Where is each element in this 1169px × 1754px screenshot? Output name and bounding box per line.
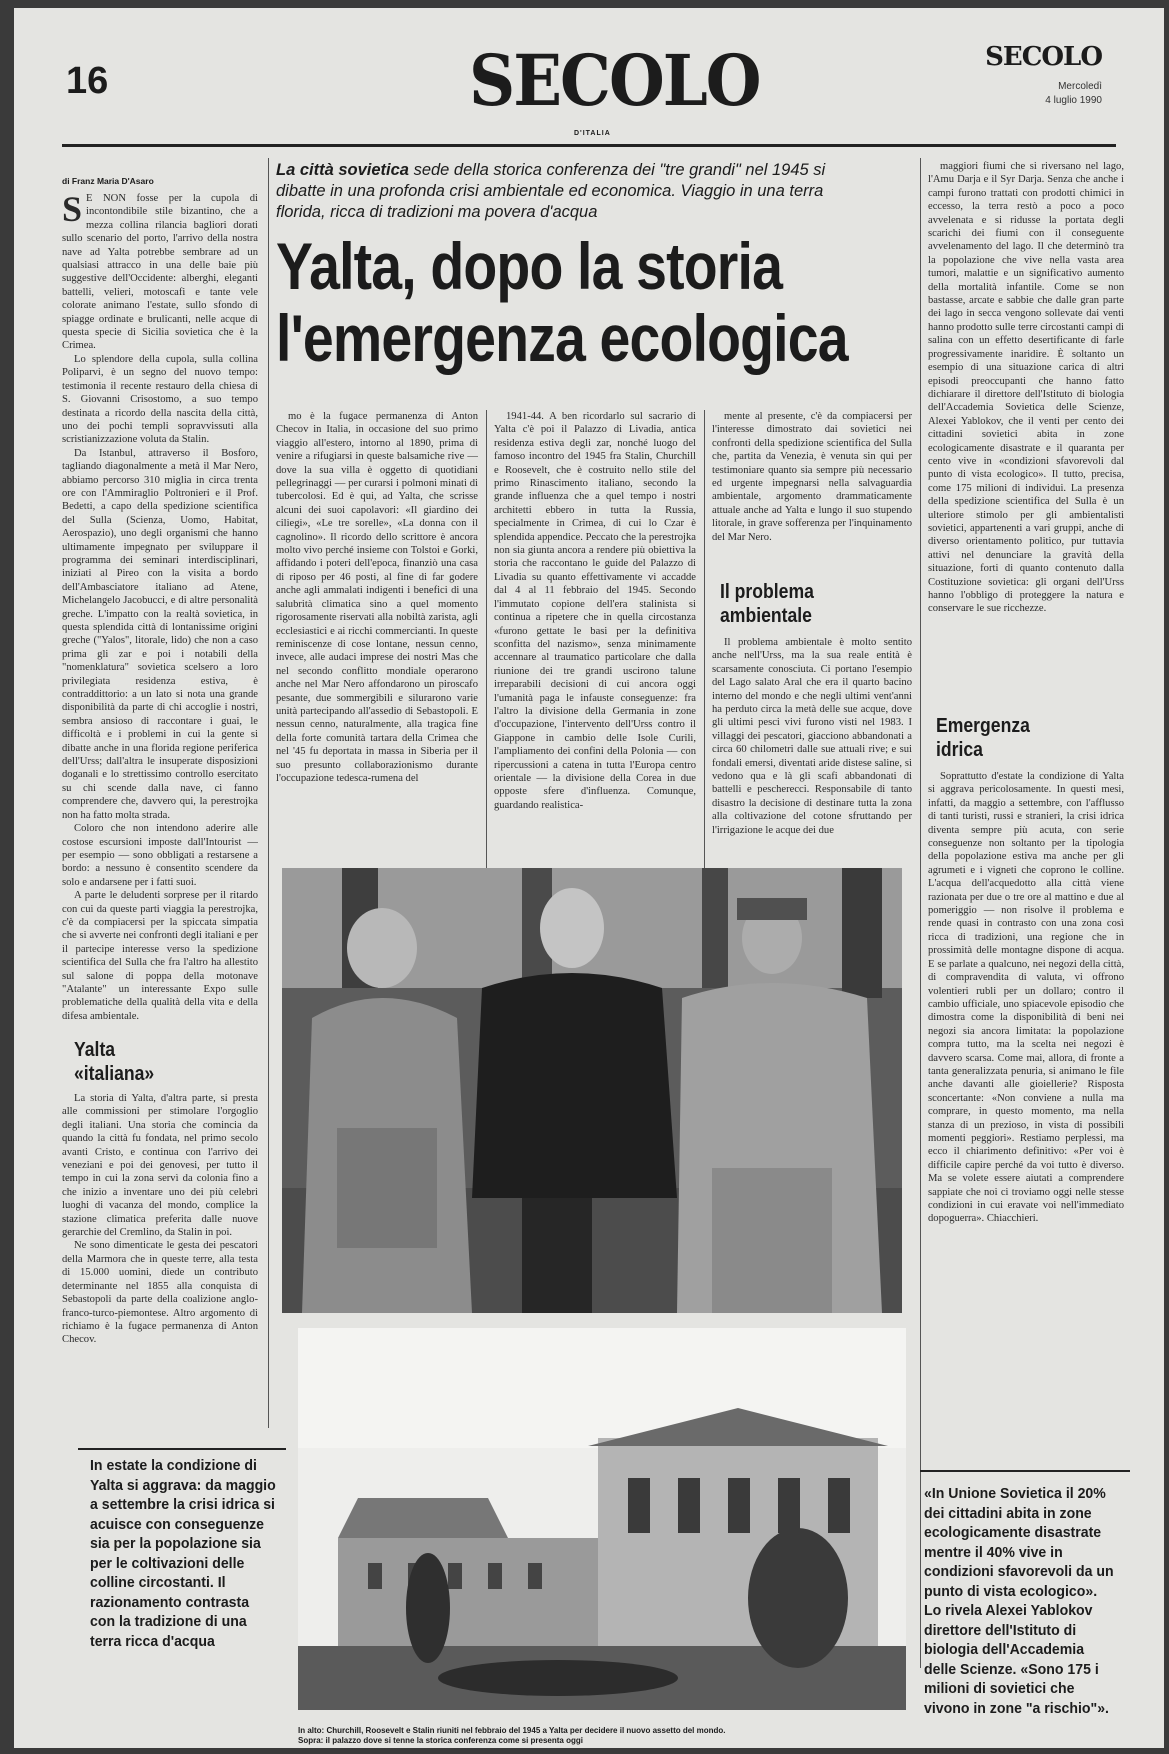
column-5-bottom <box>928 770 1124 1460</box>
subhead-line: idrica <box>936 739 983 761</box>
col1-paragraph: La storia di Yalta, d'altra parte, si presta alle commissioni per stimolare l'orgoglio degli italiani. Una storia che comincia da quando la città fu fondata, nel primo secolo avanti Cristo, e continua con l'arrivo dei veneziani e poi dei genovesi, per tutto il tempo in cui la zona servì da colonia fino a che inizio a inventare uno dei più celebri luoghi di vacanza del mondo, complice la stazione climatica preferita dalle nuove gerarchie del Cremlino, da Stalin in poi. <box>62 1093 258 1239</box>
pull-quote-rule <box>920 1470 1130 1472</box>
subhead-emergenza <box>936 714 1030 762</box>
newspaper-page <box>14 8 1164 1748</box>
col1-intro: E NON fosse per la cupola di incontondibile stile bizantino, che a mezza collina rilancia bagliori dorati sullo scenario del porto, l'arrivo della nostra nave ad Yalta potrebbe sembrare ad un qualsiasi attracco in una delle baie più suggestive dell'Occidente: alberghi, eleganti battelli, velieri, motoscafi e tante vele colorate animano l'estate, sullo sfondo di spiagge ordinate e brulicanti, nelle acque di questa specie di Sicilia sovietica che è la Crimea. <box>62 193 258 352</box>
column-1 <box>62 192 258 1030</box>
col1-paragraph: Lo splendore della cupola, sulla collina Poliparvi, è un segno del nuovo tempo: testimonia il recente restauro della chiesa di S. Giovanni Crisostomo, a suo tempo destinata a ricordo della nascita della città, uno dei pochi templi sopravvissuti alla scristianizzazione voluta da Stalin. <box>62 353 258 446</box>
photo-yalta-conference <box>282 868 902 1313</box>
subhead-line: Il problema <box>720 581 814 603</box>
column-4-bottom <box>712 636 912 868</box>
caption-line: Sopra: il palazzo dove si tenne la storica conferenza come si presenta oggi <box>298 1736 583 1745</box>
col1-paragraph: Da Istanbul, attraverso il Bosforo, tagliando diagonalmente a metà il Mar Nero, abbiamo percorso 310 miglia in circa trenta ore con l'Ammiraglio Poltronieri e il Prof. Bedetti, a capo della spedizione scientifica del Sulla (Scienza, Uomo, Habitat, Aerospazio), uno degli organismi che hanno ultimamente impegnato per sviluppare il programma dei seminari interdisciplinari, iniziati al Pireo con la visita a bordo dell'Ambasciatore italiano ad Atene, Michelangelo Jacobucci, e di altre personalità greche. L'impatto con la realtà sovietica, in questa splendida città di lontanissime origini greche ("Yalos", litorale, lido) che non a caso prima gli zar e poi i notabili della "nomenklatura" sovietica scelsero a loro privilegiata residenza estiva, è contraddittorio: a un lato si nota una grande disponibilità da parte di chi accoglie i nostri, sembra ansioso di raccontare i guai, le difficoltà e i problemi in cui la gente si dibatte anche in una florida regione periferica dell'Urss; dall'altra le insuperate disposizioni doganali e lo strettissimo controllo esercitato su chi scende dalla nave, ci fanno comprendere che, davvero qui, la perestrojka non ha fatto molta strada. <box>62 447 258 821</box>
pull-quote-right: «In Unione Sovietica il 20% dei cittadini abita in zone ecologicamente disastrate mentre il 40% vive in condizioni sfavorevoli da un punto di vista ecologico». Lo rivela Alexei Yablokov direttore dell'Istituto di biologia dell'Accademia delle Scienze. «Sono 175 i milioni di sovietici che vivono in zone "a rischio"». <box>924 1485 1114 1717</box>
photo-caption <box>298 1726 906 1746</box>
col5-text: Soprattutto d'estate la condizione di Yalta si aggrava pericolosamente. In questi mesi, infatti, da maggio a settembre, con l'afflusso di tanti turisti, russi e stranieri, la crisi idrica diventa sempre più acuta, con serie conseguenze non soltanto per la tipologia della popolazione estiva ma anche per gli agrumeti e i vigneti che coprono le colline. L'acqua dell'acquedotto alla città viene razionata per due o tre ore al mattino e due al pomeriggio — non risolve il problema e rende quasi in contrasto con una zona così ricca di tradizioni, una regione che in prossimità delle montagne dispone di acqua. E se parlate a qualcuno, nei negozi della città, di compravendita di valuta, vi offrono volentieri rubli per un dollaro; contro il cambio ufficiale, uno spiacevole episodio che dimostra come la disponibilità di beni nei negozi sia ancora limitata: la popolazione compra tutto, ma la scelta nei negozi è davvero scarsa. Come mai, allora, di fronte a tanta generalizzata penuria, si animano le file anche davanti alle gioiellerie? Risposta sconcertante: «Non conviene a nulla ma comprare, in questo momento, ma nella stanza di un prezioso, in vista di possibili momenti peggiori». Restiamo perplessi, ma ecco il chiarimento definitivo: «Per voi è difficile capire perché da voi tutto è diverso. Ma se volete essere aiutati a comprendere sappiate che noi ci troviamo oggi nelle stesse condizioni in cui eravate voi nell'immediato dopoguerra». Chiacchieri. <box>928 771 1124 1225</box>
subhead-yalta <box>74 1038 154 1086</box>
kicker-bold: La città sovietica <box>276 161 409 179</box>
kicker-text: sede della storica conferenza dei "tre grandi" nel 1945 si dibatte in una profonda crisi ambientale ed economica. Viaggio in una terra florida, ricca di tradizioni ma povera d'acqua <box>276 161 826 221</box>
dropcap: S <box>62 192 83 229</box>
byline: di Franz Maria D'Asaro <box>62 176 154 186</box>
column-divider <box>920 158 921 1668</box>
subhead-line: ambientale <box>720 605 812 627</box>
date-weekday: Mercoledì <box>1058 81 1102 92</box>
column-divider <box>268 158 269 1428</box>
column-2 <box>276 410 478 868</box>
headline-line: l'emergenza ecologica <box>276 301 848 375</box>
header-rule <box>62 144 1116 147</box>
col5-text: maggiori fiumi che si riversano nel lago, l'Amu Darja e il Syr Darja. Senza che anche i campi furono trattati con prodotti chimici in eccesso, la terra restò a poco a poco avvelenata e si ridusse la portata degli scarichi dei fiumi con il conseguente avvelenamento del lago. Il che determinò tra la popolazione che vive nella vasta area tumori, malattie e un significativo aumento della mortalità infantile. Come se non bastasse, arcate e sabbie che dalle gran parte dei lago in secca vengono sollevate dai venti hanno prodotto sulle terre circostanti campi di salina con un effetto desertificante di farle progressivamente inaridire. È soltanto un esempio di una situazione carica di altri episodi preoccupanti che hanno fatto dichiarare il direttore dell'Istituto di biologia dell'Accademia Sovietica delle Scienze, Alexei Yablokov, che il venti per cento dei cittadini sovietici abita in zone ecologicamente disastrate e il quaranta per cento vive in «condizioni sfavorevoli dal punto di vista ecologico». Il tutto, precisa, come 175 milioni di individui. La presenza della spedizione scientifica del Sulla è un ulteriore stimolo per gli ambientalisti sovietici, appartenenti a vari gruppi, anche di diverso orientamento politico, pur tuttavia attivi nel denunciare la gravità della situazione, forti di quanto contenuto dalla Costituzione sovietica: gli organi dell'Urss hanno l'obbligo di proteggere la natura e conservare le sue ricchezze. <box>928 161 1124 615</box>
col4-text: Il problema ambientale è molto sentito anche nell'Urss, ma la sua reale entità è scarsamente conosciuta. Ci portano l'esempio del Lago salato Aral che era il quarto bacino interno del mondo e che negli ultimi vent'anni ha perduto circa la metà delle sue acque, dove gli ultimi pesci vivi furono visti nel 1983. I villaggi dei pescatori, giacciono abbandonati a circa 60 chilometri dalle sue attuali rive; e sui fondali emersi, diventati aride distese saline, si vedono qua e là gli scafi abbandonati di battelli e pescherecci. Responsabile di tanto disastro la decisione di destinare tutta la zona alla coltivazione del cotone sfruttando per l'irrigazione le acque dei due <box>712 637 912 836</box>
palace-image <box>298 1328 906 1710</box>
date-line <box>1045 80 1102 107</box>
column-4-top <box>712 410 912 576</box>
photo-livadia-palace <box>298 1328 906 1710</box>
subhead-problema <box>720 580 814 628</box>
col1-paragraph: A parte le deludenti sorprese per il ritardo con cui da queste parti viaggia la perestrojka, c'è da compiacersi per la spiccata simpatia che si avverte nei confronti degli italiani e per il partecipe interesse verso la spedizione scientifica del Sulla che fra l'altro ha allestito sul salone di poppa della motonave "Atalante" un interessante Expo sulle problematiche della qualità della vita e della difesa ambientale. <box>62 890 258 1022</box>
date-full: 4 luglio 1990 <box>1045 94 1102 106</box>
pull-quote-rule <box>78 1448 286 1450</box>
right-masthead: SECOLO <box>985 42 1102 72</box>
subhead-line: Yalta <box>74 1039 116 1061</box>
column-5-top <box>928 160 1124 708</box>
masthead: SECOLO <box>469 40 760 123</box>
subhead-line: «italiana» <box>74 1063 155 1085</box>
col3-text: 1941-44. A ben ricordarlo sul sacrario di Yalta c'è poi il Palazzo di Livadia, antica residenza estiva degli zar, nonché luogo del famoso incontro del 1945 fra Stalin, Churchill e Roosevelt, che è costruito nello stile del primo Rinascimento italiano, secondo la grande influenza che a quel tempo i nostri architetti ebbero in tutta la Russia, specialmente in Crimea, di cui lo Czar è splendida appendice. Peccato che la perestrojka non sia giunta ancora a rendere più obiettiva la storia che raccontano le guide del Palazzo di Livadia su quanto effettivamente vi accadde dal 4 al 11 febbraio del 1945. Secondo l'immutato copione dell'era stalinista si continua a ripetere che in quella circostanza «furono gettate le basi per la definitiva sconfitta del nazismo», senza minimamente accennare al traumatico particolare che dalla riunione dei tre grandi uscirono talune irreparabili decisioni di cui ancora oggi l'umanità paga le infauste conseguenze: fra l'altro la divisione della Germania in zone d'occupazione, l'intervento dell'Urss contro il Giappone in cambio delle Isole Curili, l'ampliamento dei confini della Polonia — con ripercussioni a catena in tutta l'Europa centro orientale — la divisione della Corea in due opposte sfere d'influenza. Comunque, guardando realistica- <box>494 411 696 811</box>
headline <box>276 229 848 375</box>
page-number: 16 <box>66 60 109 102</box>
column-divider <box>704 410 705 868</box>
col1-paragraph: Coloro che non intendono aderire alle costose escursioni imposte dall'Intourist — per esempio — sono obbligati a restarsene a bordo: a nessuno è consentito scendere da solo e andarsene per i fatti suoi. <box>62 823 258 888</box>
column-divider <box>486 410 487 868</box>
subhead-line: Emergenza <box>936 715 1030 737</box>
col4-text: mente al presente, c'è da compiacersi per l'interesse dimostrato dai sovietici nei confronti della spedizione scientifica del Sulla che, partita da Venezia, è venuta sin qui per testimoniare quanto sia sempre più necessario ed urgente impegnarsi nella salvaguardia ambientale, argomento drammaticamente attuale anche ad Yalta e lungo il suo stupendo litorale, in grave sofferenza per l'inquinamento del Mar Nero. <box>712 411 912 543</box>
column-1-continued <box>62 1092 258 1422</box>
headline-line: Yalta, dopo la storia <box>276 229 783 303</box>
masthead-sub: D'ITALIA <box>574 130 611 137</box>
caption-line: In alto: Churchill, Roosevelt e Stalin riuniti nel febbraio del 1945 a Yalta per decidere il nuovo assetto del mondo. <box>298 1726 726 1735</box>
col1-paragraph: Ne sono dimenticate le gesta dei pescatori della Marmora che in queste terre, alla testa di 15.000 uomini, diede un contributo determinante nel 1855 alla conquista di Sebastopoli da parte della coalizione anglo-franco-turco-piemontese. Altro argomento di richiamo è la fugace permanenza di Anton Checov. <box>62 1240 258 1346</box>
pull-quote-left: In estate la condizione di Yalta si aggrava: da maggio a settembre la crisi idrica si acuisce con conseguenze sia per la popolazione sia per le coltivazioni delle colline circostanti. Il razionamento contrasta con la tradizione di una terra ricca d'acqua <box>90 1457 276 1650</box>
kicker <box>276 160 846 223</box>
col2-text: mo è la fugace permanenza di Anton Checov in Italia, in occasione del suo primo viaggio all'estero, intorno al 1890, prima di venire a rifugiarsi in queste balsamiche rive — dove la sua villa è oggetto di quotidiani pellegrinaggi — per curarsi i polmoni minati di tubercolosi. Ed è qui, ad Yalta, che scrisse alcuni dei suoi capolavori: «Il giardino dei ciliegi», «Le tre sorelle», «La donna con il cagnolino». Il ricordo dello scrittore è ancora molto vivo perché insieme con Tolstoi e Gorki, affidando i poteri dell'epoca, finanziò una casa di riposo per 46 posti, al fine di far godere anche agli ammalati indigenti i benefici di una salubrità climatica sino a quel momento rigorosamente riservati alla nobiltà zarista, agli ecclesiastici e ai ricchi commercianti. In queste reminiscenze di cose lontane, nessun cenno, invece, alle audaci imprese dei nostri Mas che nel secondo conflitto mondiale operarono anche nel Mar Nero affondarono un piroscafo pesante, due sommergibili e silurarono varie unità partecipando all'assedio di Sebastopoli. E nessun cenno, naturalmente, alla tragica fine della forte comunità tartara della Crimea che nel '45 fu deportata in massa in Siberia per il suo presunto collaborazionismo durante l'occupazione tedesca-rumena del <box>276 411 478 784</box>
photo-leaders-image <box>282 868 902 1313</box>
column-3 <box>494 410 696 868</box>
